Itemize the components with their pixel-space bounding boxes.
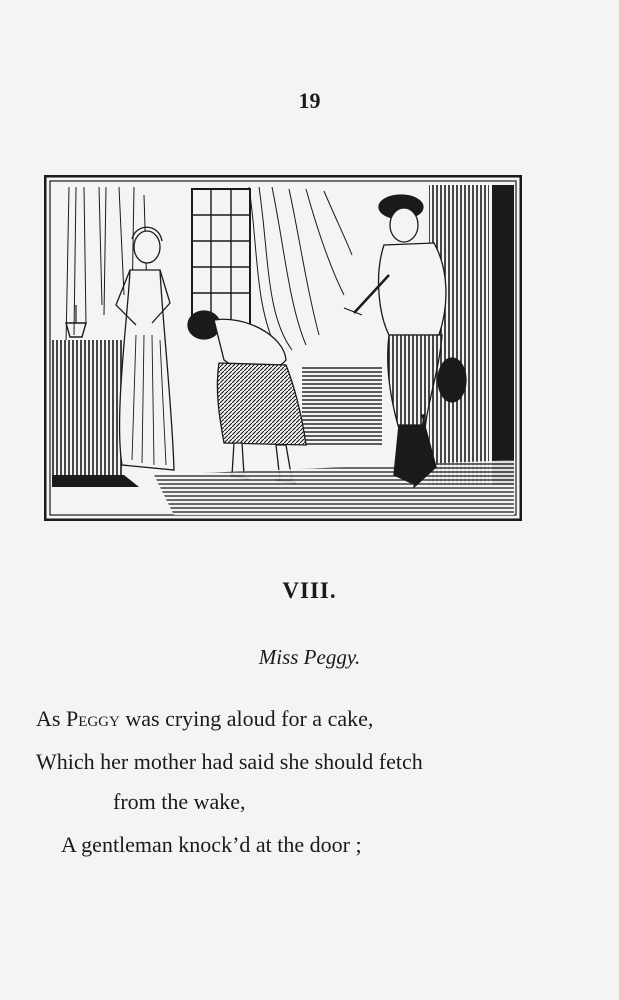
verse-line-2: Which her mother had said she should fetch (36, 749, 423, 774)
woodcut-illustration (44, 175, 522, 521)
chapter-numeral: VIII. (282, 578, 337, 603)
verse-name-peggy: Peggy (65, 706, 120, 731)
verse-line-1-start: As (36, 706, 66, 731)
chapter-title: Miss Peggy. (258, 645, 361, 669)
page-number: 19 (298, 88, 321, 113)
verse-line-3: from the wake, (113, 789, 246, 814)
verse-line-4: A gentleman knock’d at the door ; (61, 832, 362, 857)
verse-line-1 (36, 706, 373, 732)
verse-line-1-end: was crying aloud for a cake, (119, 706, 374, 731)
